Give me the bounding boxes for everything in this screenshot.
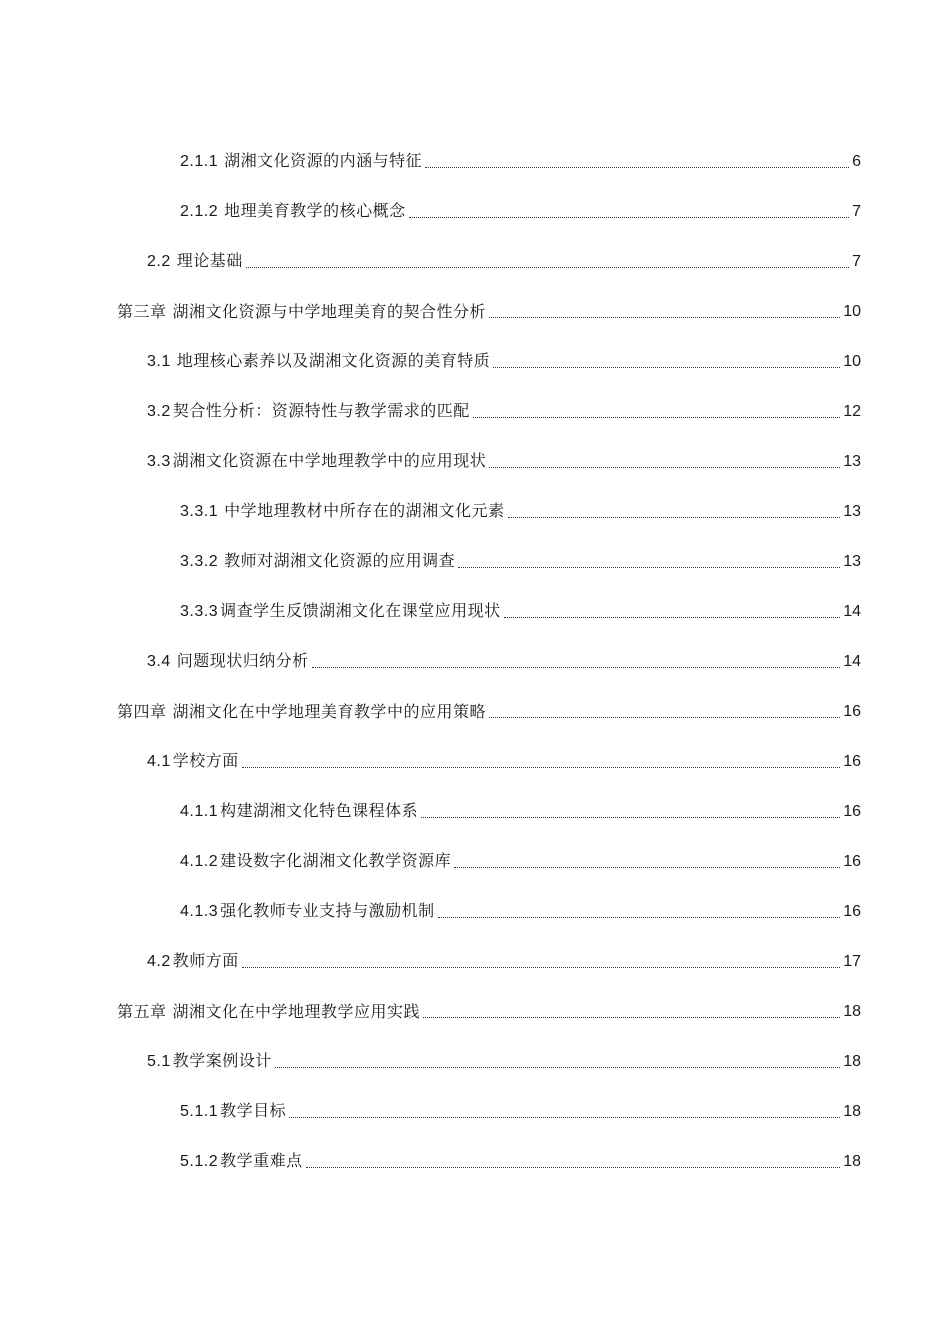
toc-entry-title [117, 301, 486, 323]
toc-entry-title [180, 800, 418, 823]
dot-leader [438, 917, 841, 918]
toc-entry-number: 5.1 [147, 1053, 171, 1070]
toc-entry-page: 13 [843, 453, 861, 470]
toc-entry-5-1-1[interactable] [180, 1097, 861, 1123]
toc-entry-page: 14 [843, 653, 861, 670]
toc-entry-number: 第三章 [117, 302, 167, 321]
toc-entry-title [147, 950, 239, 973]
toc-entry-5-1-2[interactable] [180, 1147, 861, 1173]
toc-entry-number: 4.1.3 [180, 903, 219, 920]
toc-entry-page: 10 [843, 353, 861, 370]
dot-leader [489, 467, 840, 468]
toc-entry-page: 13 [843, 553, 861, 570]
toc-entry-page: 14 [843, 603, 861, 620]
toc-entry-3-3-2[interactable] [180, 547, 861, 573]
toc-entry-5-1[interactable] [147, 1047, 861, 1073]
toc-entry-number: 4.1 [147, 753, 171, 770]
toc-entry-text: 教学案例设计 [172, 1051, 272, 1070]
toc-entry-page: 16 [843, 753, 861, 770]
toc-entry-4-1[interactable] [147, 747, 861, 773]
toc-entry-number: 4.2 [147, 953, 171, 970]
toc-entry-title [147, 250, 243, 273]
toc-entry-3-4[interactable] [147, 647, 861, 673]
toc-entry-text: 湖湘文化资源在中学地理教学中的应用现状 [172, 451, 487, 470]
toc-entry-text: 中学地理教材中所存在的湖湘文化元素 [224, 501, 505, 520]
toc-entry-title [180, 150, 422, 173]
toc-entry-chapter-5[interactable] [117, 997, 861, 1023]
toc-entry-4-1-2[interactable] [180, 847, 861, 873]
toc-entry-page: 17 [843, 953, 861, 970]
dot-leader [425, 167, 849, 168]
toc-entry-title [117, 701, 486, 723]
toc-entry-4-1-1[interactable] [180, 797, 861, 823]
toc-entry-text: 学校方面 [172, 751, 239, 770]
toc-entry-text: 契合性分析：资源特性与教学需求的匹配 [172, 401, 470, 420]
dot-leader [458, 567, 840, 568]
toc-entry-number: 3.1 [147, 353, 171, 370]
toc-entry-number: 3.3.3 [180, 603, 219, 620]
dot-leader [289, 1117, 840, 1118]
toc-entry-number: 5.1.1 [180, 1103, 219, 1120]
toc-entry-title [147, 650, 309, 673]
toc-entry-page: 16 [843, 803, 861, 820]
toc-entry-number: 2.1.1 [180, 153, 219, 170]
toc-entry-number: 5.1.2 [180, 1153, 219, 1170]
toc-entry-chapter-4[interactable] [117, 697, 861, 723]
toc-entry-title [180, 1150, 303, 1173]
toc-entry-2-1-1[interactable] [180, 147, 861, 173]
toc-entry-text: 构建湖湘文化特色课程体系 [220, 801, 419, 820]
toc-entry-3-3[interactable] [147, 447, 861, 473]
toc-entry-3-2[interactable] [147, 397, 861, 423]
toc-entry-text: 建设数字化湖湘文化教学资源库 [220, 851, 452, 870]
toc-entry-chapter-3[interactable] [117, 297, 861, 323]
toc-entry-title [117, 1001, 420, 1023]
toc-entry-text: 教学重难点 [220, 1151, 303, 1170]
toc-entry-title [180, 500, 505, 523]
dot-leader [454, 867, 840, 868]
dot-leader [306, 1167, 841, 1168]
dot-leader [423, 1017, 840, 1018]
toc-entry-text: 湖湘文化在中学地理美育教学中的应用策略 [172, 702, 487, 721]
toc-entry-number: 3.3.1 [180, 503, 219, 520]
toc-entry-text: 问题现状归纳分析 [176, 651, 309, 670]
toc-entry-number: 2.2 [147, 253, 171, 270]
toc-entry-title [147, 350, 490, 373]
toc-entry-number: 4.1.2 [180, 853, 219, 870]
dot-leader [473, 417, 840, 418]
toc-entry-4-2[interactable] [147, 947, 861, 973]
toc-entry-text: 强化教师专业支持与激励机制 [220, 901, 435, 920]
toc-entry-number: 第四章 [117, 702, 167, 721]
dot-leader [242, 967, 840, 968]
dot-leader [246, 267, 849, 268]
dot-leader [493, 367, 840, 368]
toc-entry-text: 教学目标 [220, 1101, 287, 1120]
toc-entry-text: 教师对湖湘文化资源的应用调查 [224, 551, 456, 570]
toc-entry-title [180, 550, 455, 573]
dot-leader [504, 617, 841, 618]
toc-entry-text: 调查学生反馈湖湘文化在课堂应用现状 [220, 601, 501, 620]
toc-entry-page: 18 [843, 1053, 861, 1070]
dot-leader [409, 217, 849, 218]
toc-entry-3-1[interactable] [147, 347, 861, 373]
toc-entry-2-2[interactable] [147, 247, 861, 273]
toc-entry-number: 第五章 [117, 1002, 167, 1021]
toc-entry-title [180, 600, 501, 623]
toc-entry-title [147, 450, 486, 473]
toc-entry-text: 理论基础 [176, 251, 243, 270]
toc-entry-4-1-3[interactable] [180, 897, 861, 923]
toc-entry-number: 3.3.2 [180, 553, 219, 570]
toc-entry-page: 16 [843, 903, 861, 920]
toc-entry-page: 6 [852, 153, 861, 170]
toc-entry-3-3-3[interactable] [180, 597, 861, 623]
toc-entry-title [147, 1050, 272, 1073]
dot-leader [489, 717, 840, 718]
toc-entry-page: 7 [852, 253, 861, 270]
toc-entry-page: 13 [843, 503, 861, 520]
toc-entry-3-3-1[interactable] [180, 497, 861, 523]
toc-entry-text: 湖湘文化资源与中学地理美育的契合性分析 [172, 302, 487, 321]
toc-entry-page: 10 [843, 303, 861, 320]
toc-entry-text: 教师方面 [172, 951, 239, 970]
toc-entry-title [147, 400, 470, 423]
toc-entry-number: 2.1.2 [180, 203, 219, 220]
toc-entry-number: 3.4 [147, 653, 171, 670]
dot-leader [275, 1067, 840, 1068]
dot-leader [508, 517, 841, 518]
toc-entry-text: 地理美育教学的核心概念 [224, 201, 406, 220]
toc-entry-number: 3.2 [147, 403, 171, 420]
dot-leader [489, 317, 840, 318]
toc-entry-page: 18 [843, 1103, 861, 1120]
toc-entry-text: 湖湘文化资源的内涵与特征 [224, 151, 423, 170]
dot-leader [242, 767, 840, 768]
toc-entry-page: 16 [843, 703, 861, 720]
toc-entry-number: 4.1.1 [180, 803, 219, 820]
toc-entry-page: 18 [843, 1153, 861, 1170]
toc-entry-text: 湖湘文化在中学地理教学应用实践 [172, 1002, 421, 1021]
toc-entry-page: 12 [843, 403, 861, 420]
toc-entry-2-1-2[interactable] [180, 197, 861, 223]
dot-leader [421, 817, 840, 818]
toc-entry-page: 16 [843, 853, 861, 870]
dot-leader [312, 667, 840, 668]
toc-entry-text: 地理核心素养以及湖湘文化资源的美育特质 [176, 351, 491, 370]
toc-entry-title [180, 1100, 286, 1123]
toc-entry-title [147, 750, 239, 773]
toc-entry-page: 7 [852, 203, 861, 220]
toc-entry-title [180, 850, 451, 873]
toc-entry-number: 3.3 [147, 453, 171, 470]
toc-entry-page: 18 [843, 1003, 861, 1020]
toc-entry-title [180, 900, 435, 923]
toc-entry-title [180, 200, 406, 223]
